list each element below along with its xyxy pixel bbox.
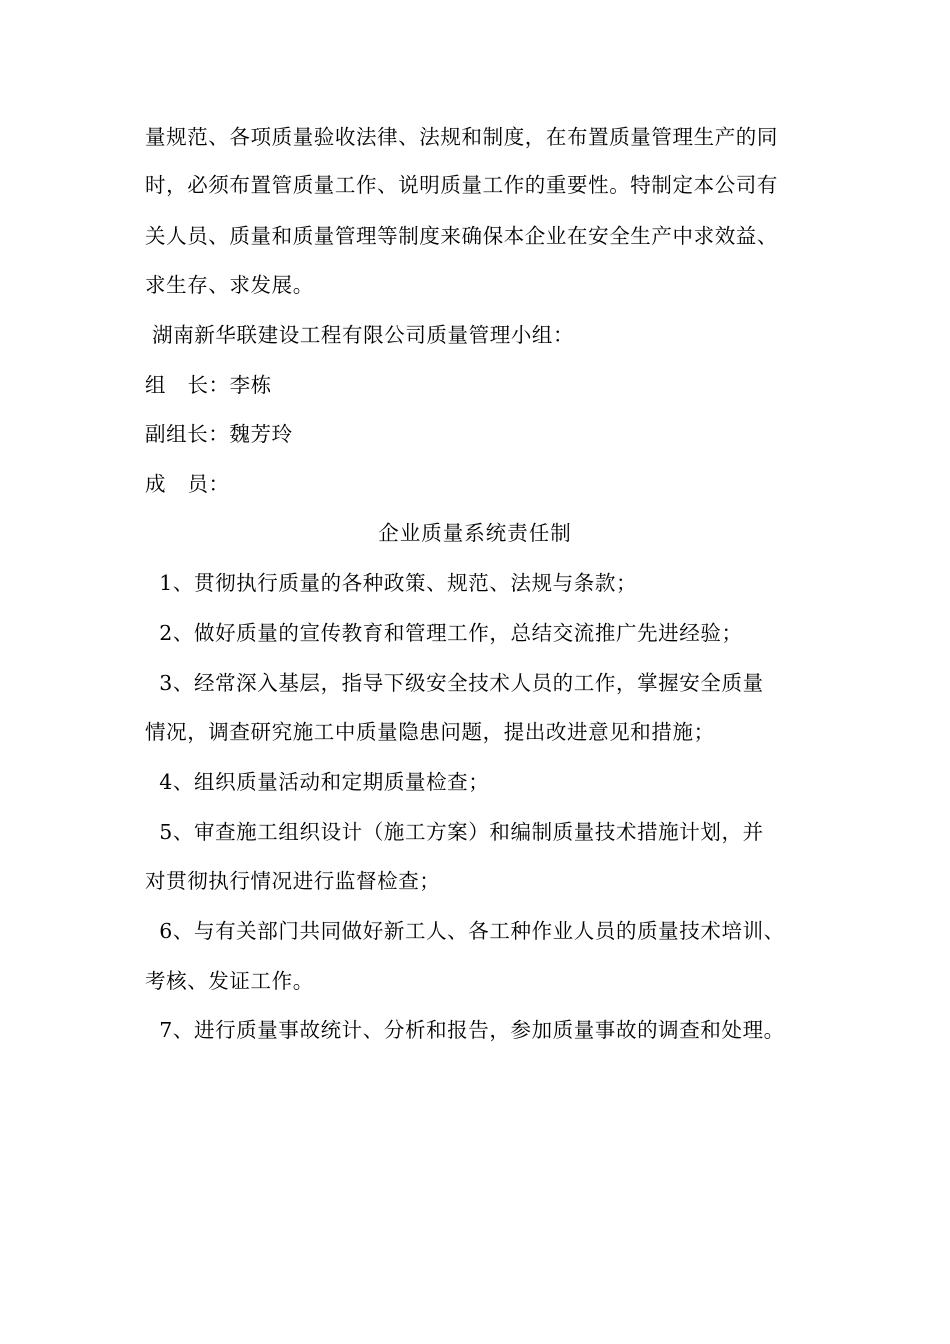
list-item: 4、组织质量活动和定期质量检查；: [145, 770, 490, 794]
group-members: 成 员：: [145, 472, 230, 496]
list-item: 1、贯彻执行质量的各种政策、规范、法规与条款；: [145, 571, 638, 595]
intro-line: 时，必须布置管质量工作、说明质量工作的重要性。特制定本公司有: [145, 173, 778, 197]
group-leader: 组 长：李栋: [145, 373, 272, 397]
group-deputy: 副组长：魏芳玲: [145, 422, 293, 446]
list-item: 7、进行质量事故统计、分析和报告，参加质量事故的调查和处理。: [145, 1018, 785, 1042]
intro-line: 量规范、各项质量验收法律、法规和制度，在布置质量管理生产的同: [145, 125, 778, 149]
intro-line: 关人员、质量和质量管理等制度来确保本企业在安全生产中求效益、: [145, 224, 778, 248]
list-item: 6、与有关部门共同做好新工人、各工种作业人员的质量技术培训、: [145, 919, 785, 943]
list-item: 情况，调查研究施工中质量隐患问题，提出改进意见和措施；: [145, 720, 715, 744]
section-title: 企业质量系统责任制: [378, 521, 572, 545]
list-item: 考核、发证工作。: [145, 969, 314, 993]
list-item: 对贯彻执行情况进行监督检查；: [145, 869, 441, 893]
intro-line: 求生存、求发展。: [145, 273, 314, 297]
list-item: 3、经常深入基层，指导下级安全技术人员的工作，掌握安全质量: [145, 671, 764, 695]
list-item: 5、审查施工组织设计（施工方案）和编制质量技术措施计划，并: [145, 820, 764, 844]
list-item: 2、做好质量的宣传教育和管理工作，总结交流推广先进经验；: [145, 621, 743, 645]
group-heading: 湖南新华联建设工程有限公司质量管理小组：: [145, 323, 575, 347]
